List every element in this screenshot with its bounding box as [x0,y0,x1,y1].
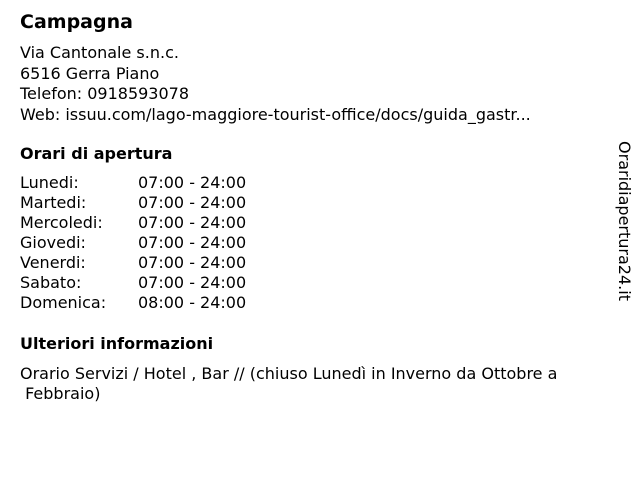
hours-row-friday [20,253,310,273]
opening-hours-heading: Orari di apertura [20,144,173,163]
day-label: Giovedi: [20,233,86,252]
address-city: 6516 Gerra Piano [20,63,160,83]
site-watermark: Oraridiapertura24.it [615,141,634,301]
hours-row-tuesday [20,193,310,213]
hours-row-saturday [20,273,310,293]
website-link: Web: issuu.com/lago-maggiore-tourist-office/docs/guida_gastr... [20,104,531,124]
time-range: 07:00 - 24:00 [138,253,247,272]
day-label: Sabato: [20,273,82,292]
more-info-text [20,364,620,404]
hours-row-thursday [20,233,310,253]
opening-hours-list [20,173,310,313]
more-info-line: Febbraio) [20,384,101,403]
hours-row-wednesday [20,213,310,233]
time-range: 07:00 - 24:00 [138,193,247,212]
day-label: Venerdi: [20,253,86,272]
day-label: Domenica: [20,293,107,312]
day-label: Mercoledi: [20,213,103,232]
day-label: Martedi: [20,193,87,212]
time-range: 07:00 - 24:00 [138,173,247,192]
time-range: 08:00 - 24:00 [138,293,247,312]
more-info-heading: Ulteriori informazioni [20,334,214,353]
time-range: 07:00 - 24:00 [138,233,247,252]
address-street: Via Cantonale s.n.c. [20,43,179,62]
hours-row-monday [20,173,310,193]
time-range: 07:00 - 24:00 [138,273,247,292]
place-name: Campagna [20,11,133,33]
day-label: Lunedi: [20,173,79,192]
hours-row-sunday [20,293,310,313]
address-block [20,43,531,125]
phone-number: Telefon: 0918593078 [20,84,190,103]
more-info-line: Orario Servizi / Hotel , Bar // (chiuso Lunedì in Inverno da Ottobre a [20,364,558,383]
time-range: 07:00 - 24:00 [138,213,247,232]
